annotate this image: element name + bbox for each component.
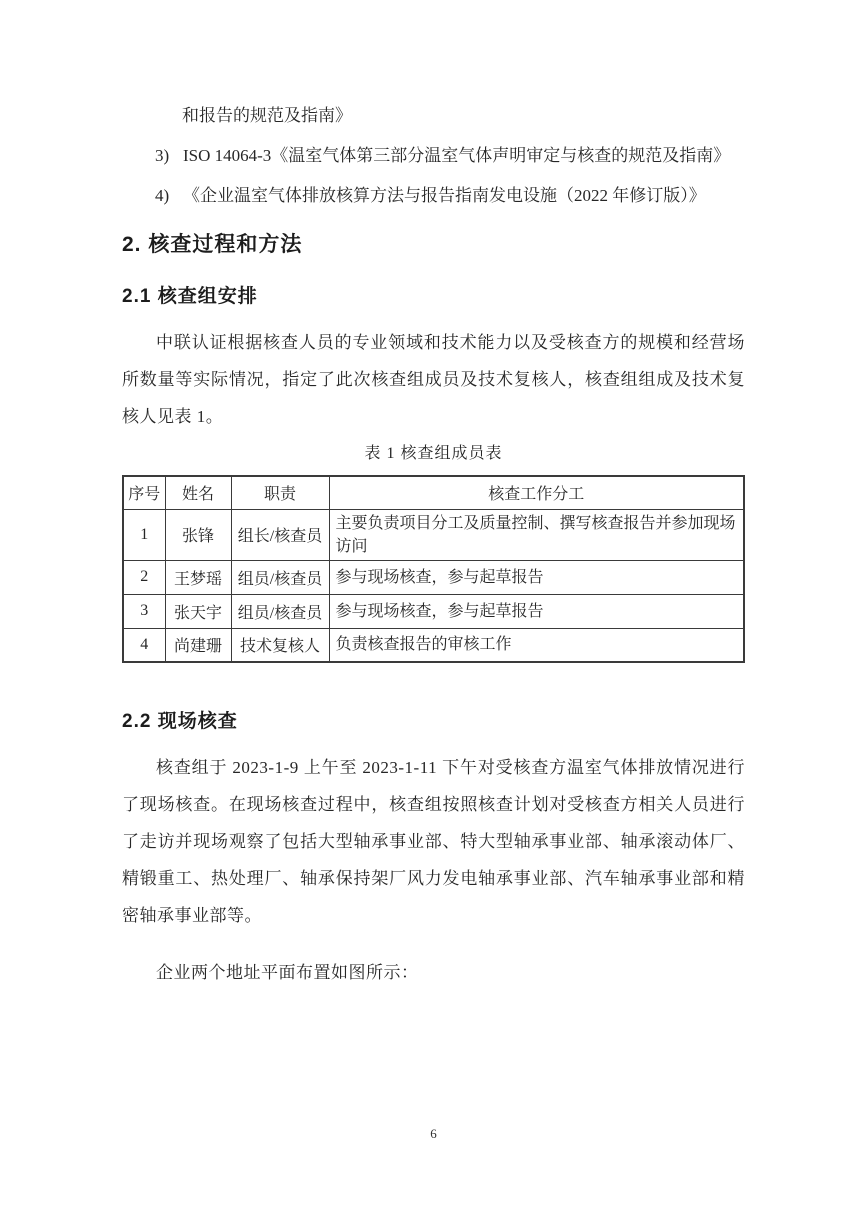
table-cell-name: 张天宇 (165, 594, 231, 628)
table-cell-name: 王梦瑶 (165, 560, 231, 594)
table-header-duty: 核查工作分工 (329, 476, 744, 509)
table-cell-name: 尚建珊 (165, 628, 231, 662)
table-header-index: 序号 (123, 476, 165, 509)
reference-list (122, 96, 745, 216)
site-paragraph: 核查组于 2023-1-9 上午至 2023-1-11 下午对受核查方温室气体排放情况进行了现场核查。在现场核查过程中，核查组按照核查计划对受核查方相关人员进行了走访并现场观察了包括大型轴承事业部、特大型轴承事业部、轴承滚动体厂、精锻重工、热处理厂、轴承保持架厂风力发电轴承事业部、汽车轴承事业部和精密轴承事业部等。 (122, 758, 745, 925)
table-cell-role: 组员/核查员 (231, 560, 329, 594)
table-cell-name: 张锋 (165, 509, 231, 560)
table-cell-role: 组员/核查员 (231, 594, 329, 628)
page-number: 6 (430, 1126, 437, 1141)
reference-item-4 (122, 176, 745, 216)
table-cell-index: 2 (123, 560, 165, 594)
team-paragraph: 中联认证根据核查人员的专业领域和技术能力以及受核查方的规模和经营场所数量等实际情况，指定了此次核查组成员及技术复核人，核查组组成及技术复核人见表 1。 (122, 333, 745, 426)
reference-item-3 (122, 136, 745, 176)
site-note: 企业两个地址平面布置如图所示： (156, 963, 419, 982)
table-header-row (123, 476, 744, 509)
table-cell-role: 组长/核查员 (231, 509, 329, 560)
table-cell-role: 技术复核人 (231, 628, 329, 662)
table-caption: 表 1 核查组成员表 (364, 445, 503, 462)
table-cell-duty: 参与现场核查，参与起草报告 (329, 594, 744, 628)
reference-item-text: 《企业温室气体排放核算方法与报告指南发电设施（2022 年修订版）》 (183, 186, 706, 205)
table-header-role: 职责 (231, 476, 329, 509)
table-cell-duty: 负责核查报告的审核工作 (329, 628, 744, 662)
table-cell-duty: 参与现场核查，参与起草报告 (329, 560, 744, 594)
table-row (123, 509, 744, 560)
table-row (123, 628, 744, 662)
subsection-heading-site: 2.2 现场核查 (122, 711, 238, 732)
table-cell-index: 4 (123, 628, 165, 662)
table-header-name: 姓名 (165, 476, 231, 509)
table-cell-index: 1 (123, 509, 165, 560)
reference-item-marker: 4) (155, 186, 170, 205)
table-cell-index: 3 (123, 594, 165, 628)
subsection-heading-team: 2.1 核查组安排 (122, 286, 258, 307)
reference-continuation-line: 和报告的规范及指南》 (182, 106, 352, 125)
reference-item-marker: 3) (155, 146, 170, 165)
table-row (123, 560, 744, 594)
table-cell-duty: 主要负责项目分工及质量控制、撰写核查报告并参加现场访问 (329, 509, 744, 560)
reference-item-text: ISO 14064-3《温室气体第三部分温室气体声明审定与核查的规范及指南》 (183, 146, 731, 165)
table-row (123, 594, 744, 628)
section-heading-process: 2. 核查过程和方法 (122, 233, 303, 256)
team-table (122, 475, 745, 663)
